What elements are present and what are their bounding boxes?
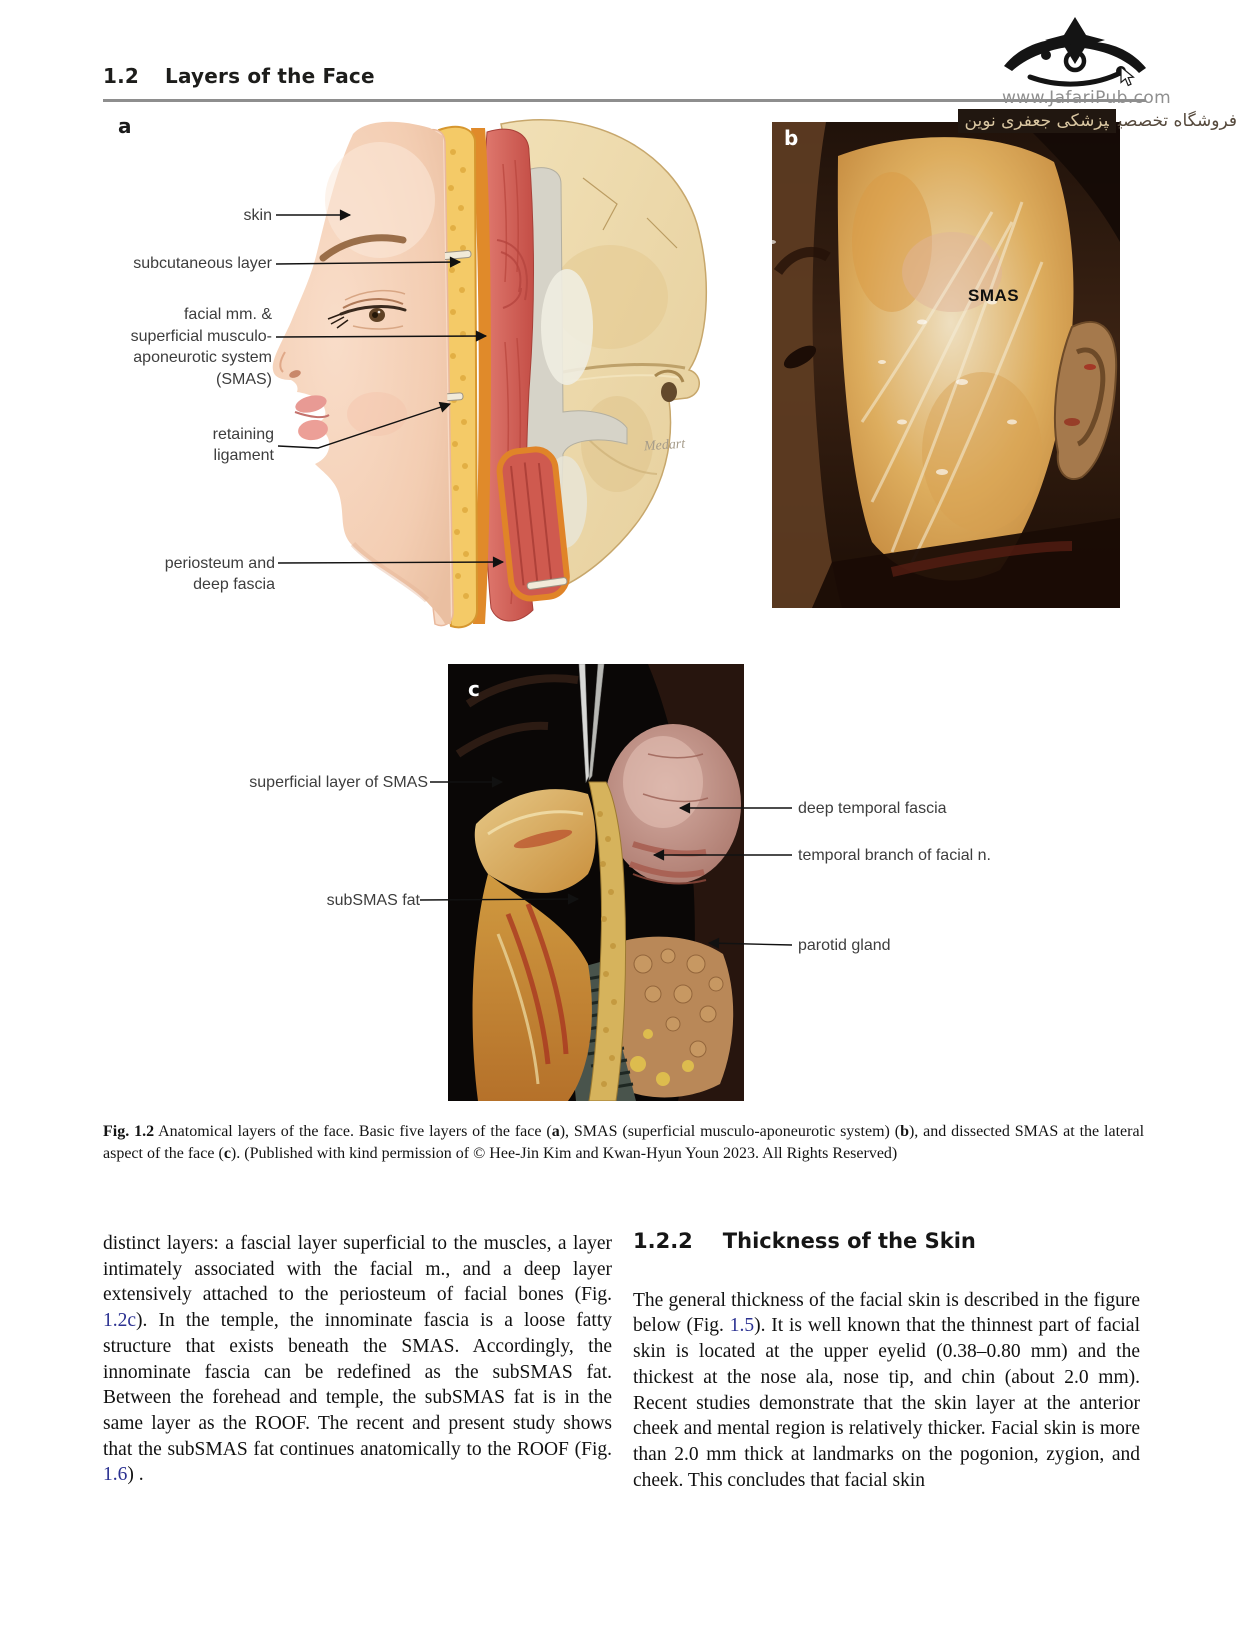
- label-smas-line2: superficial musculo-: [130, 327, 272, 345]
- persian-watermark-plain: فروشگاه تخصصی: [1117, 111, 1237, 131]
- panel-c-letter: c: [468, 677, 480, 701]
- label-temporal-branch: temporal branch of facial n.: [798, 847, 991, 864]
- label-subsmas-fat: subSMAS fat: [326, 892, 420, 909]
- running-header: [103, 64, 375, 88]
- panel-a-illustration: [265, 112, 710, 632]
- label-parotid-gland: parotid gland: [798, 937, 891, 954]
- label-skin: skin: [243, 207, 272, 224]
- caption-text-3: ), and dissected SMAS at the lateral aspect of the face (: [103, 1123, 1145, 1162]
- figure-caption: [103, 1121, 1144, 1164]
- panel-b-letter: b: [784, 126, 799, 150]
- panel-c-photo: [448, 664, 744, 1101]
- left-text-2: ). In the temple, the innominate fascia is a loose fatty structure that exists beneath the SMAS. Accordingly, the innominate fascia can be redefined as the subSMAS fat. Between the forehead and temple, the subSMAS fat is in the same layer as the ROOF. The recent and present study shows that the subSMAS fat continues anatomically to the ROOF (Fig.: [103, 1310, 612, 1460]
- subsection-title: Thickness of the Skin: [722, 1229, 976, 1253]
- label-periosteum-line2: deep fascia: [193, 576, 275, 593]
- label-smas-line3: aponeurotic system: [133, 349, 272, 366]
- caption-text-1: Anatomical layers of the face. Basic five layers of the face (: [154, 1123, 552, 1140]
- body-left-column: [103, 1231, 612, 1488]
- persian-watermark-highlighted: پزشکی جعفری نوین: [958, 109, 1116, 133]
- caption-text-4: ). (Published with kind permission of © Hee-Jin Kim and Kwan-Hyun Youn 2023. All Rights Reserved): [230, 1144, 898, 1162]
- label-subcutaneous-layer: subcutaneous layer: [133, 255, 272, 272]
- label-superficial-layer-smas: superficial layer of SMAS: [249, 774, 428, 791]
- label-retaining-ligament: [213, 424, 274, 466]
- body-right-column: [633, 1229, 1140, 1493]
- label-retaining-line2: ligament: [213, 447, 274, 464]
- right-paragraph: [633, 1288, 1140, 1494]
- smas-photo-label: SMAS: [968, 286, 1020, 305]
- section-number: 1.2: [103, 64, 140, 88]
- subsection-heading: [633, 1229, 1140, 1255]
- caption-bold-c: c: [223, 1144, 231, 1162]
- left-text-3: ) .: [127, 1464, 144, 1486]
- panel-a-letter: a: [118, 114, 132, 138]
- mouse-cursor-icon: [1120, 66, 1135, 92]
- section-title: Layers of the Face: [165, 64, 375, 88]
- right-text-1: The general thickness of the facial skin is described in the figure below (Fig.: [633, 1289, 1140, 1337]
- label-periosteum-line1: periosteum and: [164, 555, 275, 572]
- label-retaining-line1: retaining: [212, 426, 274, 443]
- label-deep-temporal-fascia: deep temporal fascia: [798, 800, 947, 817]
- left-text-1: distinct layers: a fascial layer superficial to the muscles, a layer intimately associated with the facial m., and a deep layer extensively attached to the periosteum of facial bones (Fig.: [103, 1233, 612, 1306]
- caption-bold-b: b: [900, 1123, 909, 1140]
- label-smas-block: [131, 304, 272, 390]
- publisher-url: www.JafariPub.com: [1002, 88, 1172, 108]
- panel-b-photo: [772, 122, 1120, 608]
- label-periosteum-deep-fascia: [165, 553, 275, 595]
- label-smas-line4: (SMAS): [216, 370, 272, 388]
- figure-link-1-2c[interactable]: 1.2c: [103, 1310, 137, 1332]
- left-paragraph: [103, 1231, 612, 1488]
- persian-watermark: [958, 111, 1239, 138]
- caption-bold-a: a: [551, 1123, 560, 1140]
- figure-link-1-6[interactable]: 1.6: [103, 1464, 128, 1486]
- subsection-number: 1.2.2: [633, 1229, 693, 1253]
- label-smas-line1: facial mm. &: [183, 306, 272, 323]
- figure-link-1-5[interactable]: 1.5: [729, 1315, 755, 1337]
- medart-artist-watermark: Medart: [643, 436, 686, 455]
- caption-fig-number: Fig. 1.2: [103, 1123, 155, 1140]
- caption-text-2: ), SMAS (superficial musculo-aponeurotic system) (: [559, 1123, 901, 1140]
- header-rule: [103, 99, 1146, 102]
- right-text-2: ). It is well known that the thinnest part of facial skin is located at the upper eyelid (0.38–0.80 mm) and the thickest at the nose ala, nose tip, and chin (about 2.0 mm). Recent studies demonstrate that the skin layer at the anterior cheek and mental region is relatively thicker. Facial skin is more than 2.0 mm thick at landmarks on the pogonion, zygion, and cheek. This concludes that facial skin: [633, 1315, 1140, 1491]
